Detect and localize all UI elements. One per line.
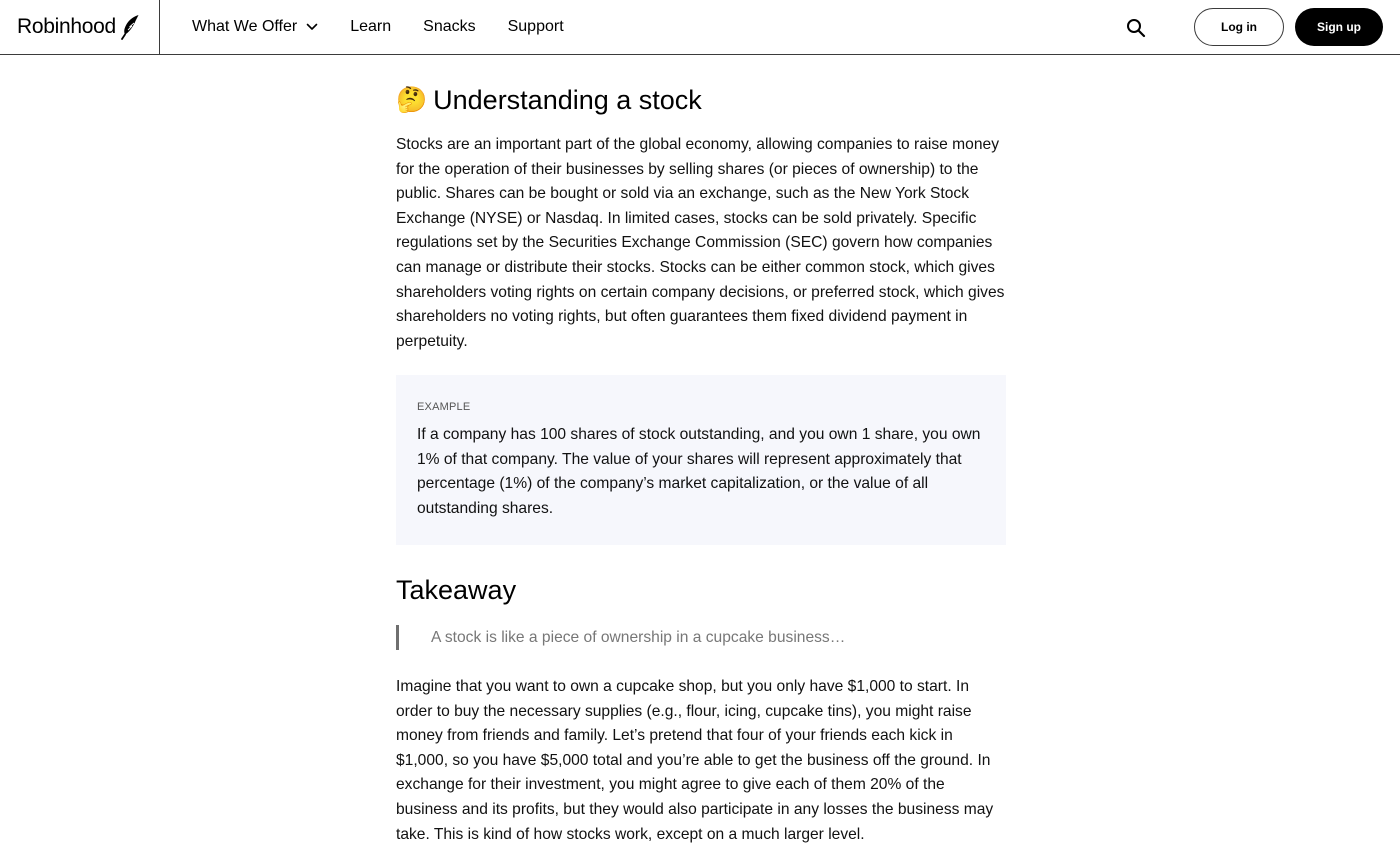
robinhood-logo[interactable]	[17, 13, 140, 41]
login-button[interactable]: Log in	[1194, 8, 1284, 46]
takeaway-quote: A stock is like a piece of ownership in a cupcake business…	[396, 625, 845, 650]
logo-text: Robinhood	[17, 15, 116, 38]
nav-item-learn[interactable]	[350, 18, 391, 36]
section-title: Understanding a stock	[433, 85, 702, 115]
thinking-face-icon: 🤔	[396, 86, 428, 114]
nav-item-label: Support	[507, 18, 564, 35]
nav-item-label: What We Offer	[192, 18, 298, 35]
section-heading	[396, 85, 702, 116]
nav-item-support[interactable]	[508, 18, 564, 36]
paragraph-cupcake-example: Imagine that you want to own a cupcake shop, but you only have $1,000 to start. In order to buy the necessary supplies (e.g., flour, icing, cupcake tins), you might raise money from friends and family. Let’s pretend that four of your friends each kick in $1,000, so you have $5,000 total and you’re able to get the business off the ground. In exchange for their investment, you might agree to give each of them 20% of the business and its profits, but they would also participate in any losses the business may take. This is kind of how stocks work, except on a much larger level.	[396, 678, 994, 843]
example-text: If a company has 100 shares of stock outstanding, and you own 1 share, you own 1% of that company. The value of your shares will represent approximately that percentage (1%) of the company’s market capitalization, or the value of all outstanding shares.	[417, 426, 981, 517]
signup-button[interactable]: Sign up	[1295, 8, 1383, 46]
paragraph-understanding-stock: Stocks are an important part of the global economy, allowing companies to raise money for the operation of their businesses by selling shares (or pieces of ownership) to the public. Shares can be bought or sold via an exchange, such as the New York Stock Exchange (NYSE) or Nasdaq. In limited cases, stocks can be sold privately. Specific regulations set by the Securities Exchange Commission (SEC) govern how companies can manage or distribute their stocks. Stocks can be either common stock, which gives shareholders voting rights on certain company decisions, or preferred stock, which gives shareholders no voting rights, but often guarantees them fixed dividend payment in perpetuity.	[396, 136, 1005, 350]
nav-item-what-we-offer[interactable]	[192, 18, 318, 36]
main-nav	[192, 0, 596, 54]
search-icon[interactable]	[1126, 18, 1146, 38]
nav-item-label: Learn	[350, 18, 392, 35]
site-header	[0, 0, 1400, 55]
nav-item-label: Snacks	[423, 18, 476, 35]
feather-icon	[120, 14, 140, 40]
chevron-down-icon	[306, 23, 318, 31]
header-divider	[159, 0, 160, 54]
takeaway-heading: Takeaway	[396, 575, 517, 605]
example-label: EXAMPLE	[417, 401, 471, 413]
example-callout	[396, 375, 1006, 545]
nav-item-snacks[interactable]	[423, 18, 475, 36]
